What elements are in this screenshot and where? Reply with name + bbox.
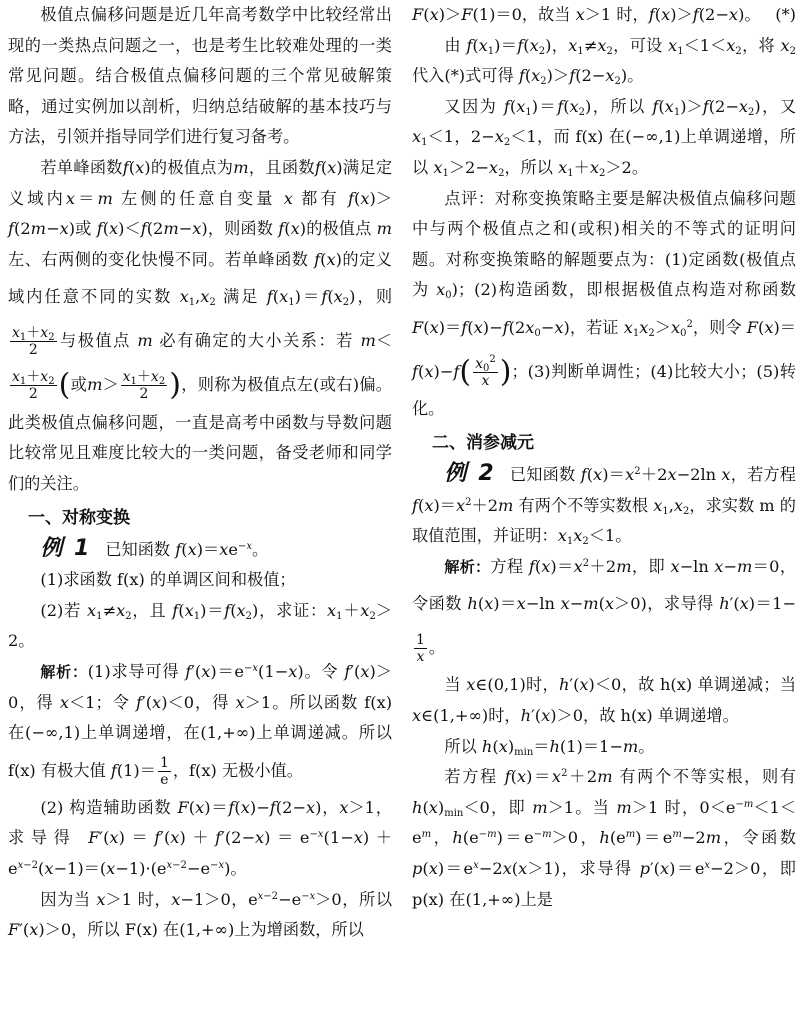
left-column bbox=[8, 0, 392, 946]
example-2-solution-1: 解析：方程 $f(x)=x^2+2m$，即 x−ln x−m＝0，令函数 h(x)＝x−ln x−m(x＞0)，求导得 h′(x)＝1− $\frac{1}{x}$ 。 bbox=[412, 556, 797, 666]
right-column bbox=[412, 0, 796, 915]
example-1-solution-4: 由 $f(x_1)=f(x_2)$，$x_1\ne x_2$，可设 $x_1<1<x_2$，将 $x_2$ 代入(*)式可得 $f(x_2)>f(2-x_2)$。 bbox=[412, 35, 796, 88]
example-2-solution-4: 若方程 $f(x)=x^2+2m$ 有两个不等实根，则有 $h(x)_{min}<0$，即 m＞1。当 m＞1 时，$0<e^{-m}<1<e^m$，$h(e^{-m})=e^{-m}>0$，$h(e^m)=e^m-2m$，令函数 $p(x)=e^x-2x(x>1)$，求导得 $p'(x)=e^x-2>0$，即 p(x) 在(1,+∞)上是 bbox=[412, 767, 797, 909]
example-1-solution-2: (2) 构造辅助函数 F(x)＝f(x)−f(2−x)，x＞1，求导得 $F'(x)=f'(x)+f'(2-x)=e^{-x}(1-x)+e^{x-2}(x-1)=(x-1)\cdot(e^{x-2}-e^{-x})$。 bbox=[8, 797, 392, 878]
example-2-stem: 例 2 已知函数 $f(x)=x^2+2x-2\ln$ x，若方程 $f(x)=x^2+2m$ 有两个不等实数根 $x_1,x_2$，求实数 m 的取值范围，并证明：$x_1x_2<1$。 bbox=[412, 461, 796, 548]
example-2-solution-3: 所以 $h(x)_{min}=h(1)=1-m$。 bbox=[444, 736, 655, 758]
equation-marker: (*) bbox=[775, 5, 796, 24]
section-2-title: 二、消参减元 bbox=[432, 433, 534, 454]
example-1-q1: (1)求函数 f(x) 的单调区间和极值； bbox=[40, 570, 296, 590]
example-1-solution-3-end: F(x)＞F(1)＝0，故当 x＞1 时，f(x)＞f(2−x)。 (*) bbox=[412, 0, 796, 31]
example-1-solution-1: 解析：(1)求导可得 $f'(x)=e^{-x}(1-x)$。令 f′(x)＞0，得 x＜1；令 f′(x)＜0，得 x＞1。所以函数 f(x) 在(−∞,1)上单调递增，在(1,+∞)上单调递减。所以 f(x) 有极大值 f(1)＝ $\frac{1}{e}$ ，f(x) 无极小值。 bbox=[8, 662, 393, 788]
intro-paragraph-1: 极值点偏移问题是近几年高考数学中比较经常出现的一类热点问题之一，也是考生比较难处理的一类常见问题。结合极值点偏移问题的三个常见破解策略，通过实例加以剖析，归纳总结破解的基本技巧与方法，引领并指导同学们进行复习备考。 bbox=[8, 5, 392, 147]
example-1-solution-3-start: 因为当 x＞1 时，x−1＞0，$e^{x-2}-e^{-x}>0$，所以 F′(x)＞0，所以 F(x) 在(1,+∞)上为增函数，所以 bbox=[8, 889, 393, 940]
example-1-stem: 例 1 已知函数 $f(x)=xe^{-x}$。 bbox=[40, 535, 269, 561]
example-2-label: 例 2 bbox=[444, 461, 496, 487]
intro-paragraph-2: 若单峰函数f(x)的极值点为m，且函数f(x)满足定义域内x＝m 左侧的任意自变量 x 都有 f(x)＞f(2m−x)或 f(x)＜f(2m−x)，则函数 f(x)的极值点 m 左、右两侧的变化快慢不同。若单峰函数 f(x)的定义域内任意不同的实数 $x_1,x_2$ 满足 $f(x_1)=f(x_2)$，则 $\frac{x_1+x_2}{2}$ 与极值点 m 必有确定的大小关系：若 m＜ $\frac{x_1+x_2}{2}$ (或m＞ $\frac{x_1+x_2}{2}$ )，则称为极值点左(或右)偏。此类极值点偏移问题，一直是高考中函数与导数问题比较常见且难度比较大的一类问题，备受老师和同学们的关注。 bbox=[8, 157, 393, 494]
section-1-title: 一、对称变换 bbox=[28, 507, 130, 528]
example-1-label: 例 1 bbox=[40, 535, 92, 561]
example-1-q2: (2)若 $x_1\ne x_2$，且 $f(x_1)=f(x_2)$，求证：$x_1+x_2>2$。 bbox=[8, 600, 392, 651]
example-2-solution-2: 当 x∈(0,1)时，h′(x)＜0，故 h(x) 单调递减；当 x∈(1,+∞)时，h′(x)＞0，故 h(x) 单调递增。 bbox=[412, 675, 797, 725]
example-1-comment: 点评：对称变换策略主要是解决极值点偏移问题中与两个极值点之和(或积)相关的不等式的证明问题。对称变换策略的解题要点为：(1)定函数(极值点为 $x_0$)；(2)构造函数，即根据极值点构造对称函数 $F(x)=f(x)-f(2x_0-x)$，若证 $x_1x_2>x_0^2$，则令 F(x)＝f(x)−f( $\frac{x_0^2}{x}$ )；(3)判断单调性；(4)比较大小；(5)转化。 bbox=[412, 188, 796, 419]
example-1-solution-5: 又因为 $f(x_1)=f(x_2)$，所以 $f(x_1)>f(2-x_2)$，又 $x_1<1$，$2-x_2<1$，而 f(x) 在(−∞,1)上单调递增，所以 $x_1>2-x_2$，所以 $x_1+x_2>2$。 bbox=[412, 96, 797, 179]
